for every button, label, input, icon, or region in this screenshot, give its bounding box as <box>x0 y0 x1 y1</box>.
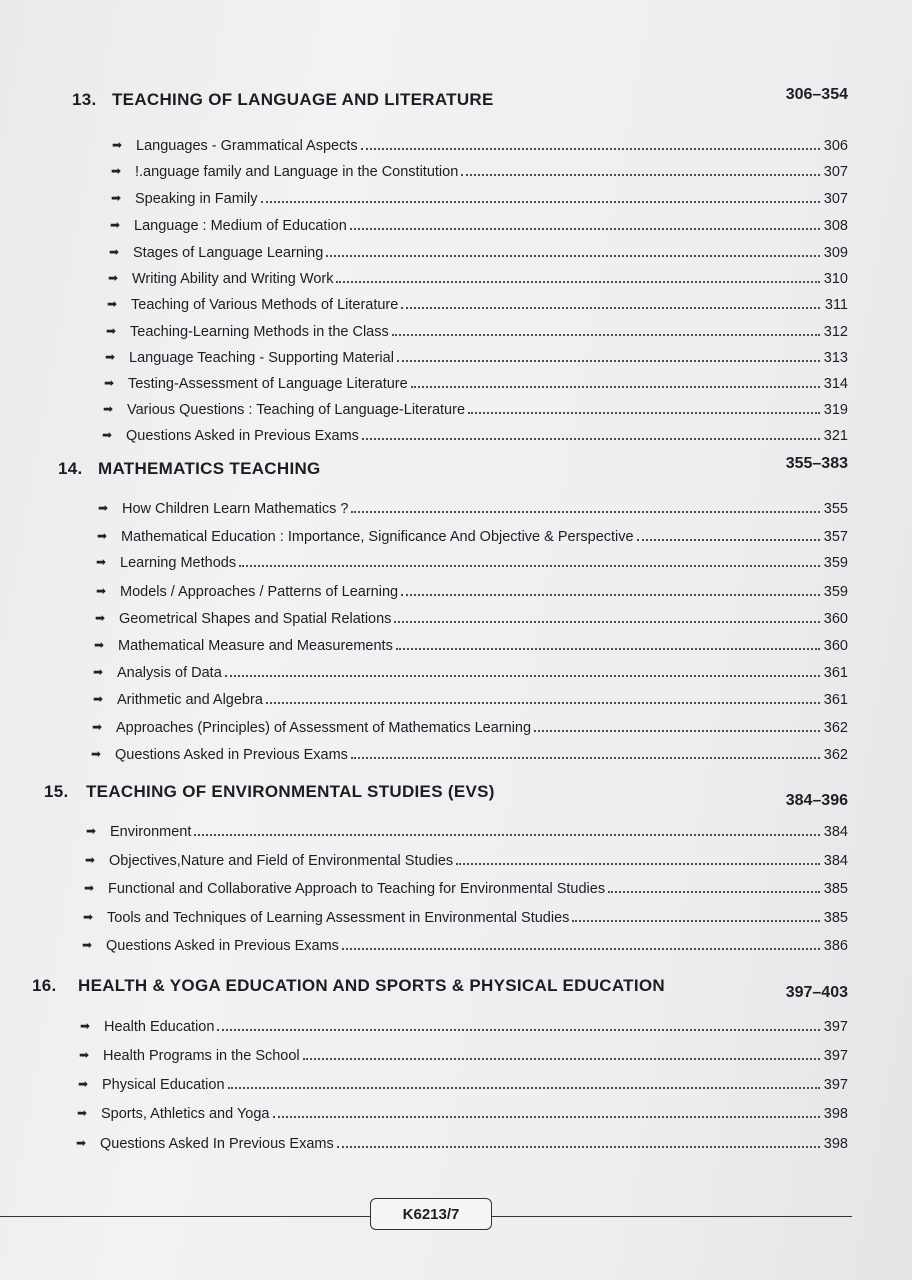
toc-entry[interactable] <box>78 1073 848 1093</box>
toc-entry[interactable] <box>107 293 848 313</box>
toc-entry[interactable] <box>84 877 848 897</box>
entry-label: Speaking in Family <box>135 191 258 207</box>
entry-page: 359 <box>823 555 848 571</box>
entry-label: Health Education <box>104 1019 215 1035</box>
chapter-title: TEACHING OF ENVIRONMENTAL STUDIES (EVS) <box>86 782 495 801</box>
leader-dots <box>351 511 820 513</box>
arrow-icon: ➡ <box>96 584 107 598</box>
entry-page: 360 <box>823 611 848 627</box>
toc-entry[interactable] <box>111 160 848 180</box>
entry-label: Testing-Assessment of Language Literature <box>128 376 408 392</box>
entry-page: 397 <box>823 1019 848 1035</box>
chapter-page-range: 397–403 <box>785 984 848 1001</box>
arrow-icon: ➡ <box>108 271 119 285</box>
toc-entry[interactable] <box>96 580 848 600</box>
leader-dots <box>401 307 820 309</box>
entry-label: Physical Education <box>102 1077 225 1093</box>
entry-label: Various Questions : Teaching of Language-Literature <box>127 402 466 418</box>
entry-label: Mathematical Measure and Measurements <box>118 638 393 654</box>
entry-label: !.anguage family and Language in the Constitution <box>135 164 459 180</box>
chapter-number: 14. <box>58 459 83 478</box>
entry-page: 310 <box>823 271 848 287</box>
chapter-page-range: 355–383 <box>785 455 848 472</box>
leader-dots <box>225 675 820 677</box>
arrow-icon: ➡ <box>83 910 94 924</box>
leader-dots <box>637 539 820 541</box>
arrow-icon: ➡ <box>77 1106 88 1120</box>
toc-entry[interactable] <box>98 497 848 517</box>
entry-page: 307 <box>823 164 848 180</box>
chapter-number: 15. <box>44 782 69 801</box>
toc-entry[interactable] <box>91 743 848 763</box>
entry-page: 397 <box>823 1077 848 1093</box>
chapter-page-range: 384–396 <box>785 792 848 809</box>
entry-page: 361 <box>823 665 848 681</box>
arrow-icon: ➡ <box>76 1136 87 1150</box>
entry-label: Approaches (Principles) of Assessment of Mathematics Learning <box>116 720 532 736</box>
toc-entry[interactable] <box>93 661 848 681</box>
arrow-icon: ➡ <box>103 402 114 416</box>
arrow-icon: ➡ <box>102 428 113 442</box>
entry-page: 362 <box>823 747 848 763</box>
toc-entry[interactable] <box>93 688 848 708</box>
leader-dots <box>351 757 820 759</box>
page-code-box <box>370 1198 492 1230</box>
entry-page: 319 <box>823 402 848 418</box>
arrow-icon: ➡ <box>93 692 104 706</box>
leader-dots <box>336 281 820 283</box>
entry-label: Geometrical Shapes and Spatial Relations <box>119 611 392 627</box>
entry-page: 398 <box>823 1136 848 1152</box>
chapter-title: MATHEMATICS TEACHING <box>98 459 321 478</box>
footer-rule-right <box>492 1216 852 1217</box>
toc-entry[interactable] <box>102 424 848 444</box>
leader-dots <box>342 948 820 950</box>
leader-dots <box>239 565 820 567</box>
toc-entry[interactable] <box>94 634 848 654</box>
arrow-icon: ➡ <box>98 501 109 515</box>
entry-page: 384 <box>823 853 848 869</box>
entry-page: 308 <box>823 218 848 234</box>
entry-label: Learning Methods <box>120 555 237 571</box>
leader-dots <box>362 438 820 440</box>
leader-dots <box>228 1087 820 1089</box>
leader-dots <box>608 891 820 893</box>
arrow-icon: ➡ <box>105 350 116 364</box>
entry-page: 362 <box>823 720 848 736</box>
leader-dots <box>273 1116 821 1118</box>
toc-entry[interactable] <box>95 607 848 627</box>
entry-page: 313 <box>823 350 848 366</box>
entry-label: Functional and Collaborative Approach to Teaching for Environmental Studies <box>108 881 606 897</box>
entry-label: Questions Asked in Previous Exams <box>106 938 339 954</box>
leader-dots <box>411 386 820 388</box>
arrow-icon: ➡ <box>80 1019 91 1033</box>
arrow-icon: ➡ <box>85 853 96 867</box>
entry-label: Arithmetic and Algebra <box>117 692 263 708</box>
chapter-header <box>0 86 912 114</box>
entry-page: 360 <box>823 638 848 654</box>
leader-dots <box>396 648 820 650</box>
leader-dots <box>461 174 820 176</box>
leader-dots <box>534 730 820 732</box>
entry-page: 314 <box>823 376 848 392</box>
arrow-icon: ➡ <box>106 324 117 338</box>
entry-label: Models / Approaches / Patterns of Learning <box>120 584 399 600</box>
entry-page: 397 <box>823 1048 848 1064</box>
toc-entry[interactable] <box>76 1132 848 1152</box>
entry-label: Sports, Athletics and Yoga <box>101 1106 270 1122</box>
entry-page: 321 <box>823 428 848 444</box>
entry-page: 386 <box>823 938 848 954</box>
entry-label: Stages of Language Learning <box>133 245 324 261</box>
entry-label: Language Teaching - Supporting Material <box>129 350 394 366</box>
entry-page: 357 <box>823 529 848 545</box>
entry-label: Objectives,Nature and Field of Environmental Studies <box>109 853 454 869</box>
arrow-icon: ➡ <box>79 1048 90 1062</box>
arrow-icon: ➡ <box>94 638 105 652</box>
chapter-page-range: 306–354 <box>785 86 848 103</box>
page-code: K6213/7 <box>402 1205 460 1223</box>
arrow-icon: ➡ <box>91 747 102 761</box>
entry-page: 359 <box>823 584 848 600</box>
arrow-icon: ➡ <box>109 245 120 259</box>
chapter-15 <box>0 778 912 809</box>
entry-label: Analysis of Data <box>117 665 222 681</box>
chapter-16 <box>0 972 912 1000</box>
entry-label: Language : Medium of Education <box>134 218 347 234</box>
leader-dots <box>401 594 820 596</box>
leader-dots <box>266 702 820 704</box>
toc-entry[interactable] <box>110 214 848 234</box>
arrow-icon: ➡ <box>82 938 93 952</box>
chapter-14 <box>0 455 912 483</box>
toc-entry[interactable] <box>92 716 848 736</box>
entry-label: Environment <box>110 824 192 840</box>
toc-entry[interactable] <box>85 849 848 869</box>
arrow-icon: ➡ <box>95 611 106 625</box>
entry-page: 312 <box>823 324 848 340</box>
entry-label: Questions Asked in Previous Exams <box>126 428 359 444</box>
leader-dots <box>217 1029 820 1031</box>
leader-dots <box>394 621 820 623</box>
toc-entry[interactable] <box>109 241 848 261</box>
leader-dots <box>361 148 820 150</box>
entry-page: 385 <box>823 881 848 897</box>
chapter-title: HEALTH & YOGA EDUCATION AND SPORTS & PHYSICAL EDUCATION <box>78 976 665 995</box>
arrow-icon: ➡ <box>111 164 122 178</box>
leader-dots <box>303 1058 820 1060</box>
arrow-icon: ➡ <box>84 881 95 895</box>
arrow-icon: ➡ <box>86 824 97 838</box>
entry-label: Teaching-Learning Methods in the Class <box>130 324 389 340</box>
entry-label: Health Programs in the School <box>103 1048 300 1064</box>
entry-label: How Children Learn Mathematics ? <box>122 501 349 517</box>
arrow-icon: ➡ <box>97 529 108 543</box>
chapter-number: 13. <box>72 90 97 109</box>
leader-dots <box>397 360 820 362</box>
leader-dots <box>350 228 820 230</box>
arrow-icon: ➡ <box>111 191 122 205</box>
leader-dots <box>261 201 821 203</box>
entry-label: Tools and Techniques of Learning Assessment in Environmental Studies <box>107 910 570 926</box>
entry-label: Questions Asked In Previous Exams <box>100 1136 334 1152</box>
entry-page: 307 <box>823 191 848 207</box>
leader-dots <box>456 863 820 865</box>
entry-label: Mathematical Education : Importance, Significance And Objective & Perspective <box>121 529 634 545</box>
entry-page: 384 <box>823 824 848 840</box>
toc-entry[interactable] <box>97 525 848 545</box>
chapter-title: TEACHING OF LANGUAGE AND LITERATURE <box>112 90 494 109</box>
toc-entry[interactable] <box>104 372 848 392</box>
chapter-header <box>0 972 912 1000</box>
toc-entry[interactable] <box>77 1102 848 1122</box>
toc-entry[interactable] <box>103 398 848 418</box>
toc-entry[interactable] <box>112 134 848 154</box>
entry-page: 385 <box>823 910 848 926</box>
entry-page: 361 <box>823 692 848 708</box>
entry-page: 398 <box>823 1106 848 1122</box>
toc-entry[interactable] <box>108 267 848 287</box>
toc-entry[interactable] <box>96 551 848 571</box>
toc-entry[interactable] <box>111 187 848 207</box>
arrow-icon: ➡ <box>92 720 103 734</box>
arrow-icon: ➡ <box>110 218 121 232</box>
toc-entry[interactable] <box>83 906 848 926</box>
toc-entry[interactable] <box>106 320 848 340</box>
leader-dots <box>337 1146 820 1148</box>
leader-dots <box>468 412 820 414</box>
entry-label: Languages - Grammatical Aspects <box>136 138 358 154</box>
entry-label: Writing Ability and Writing Work <box>132 271 334 287</box>
chapter-header <box>0 778 912 809</box>
arrow-icon: ➡ <box>93 665 104 679</box>
toc-entry[interactable] <box>105 346 848 366</box>
leader-dots <box>194 834 820 836</box>
entry-label: Teaching of Various Methods of Literature <box>131 297 399 313</box>
toc-entry[interactable] <box>86 820 848 840</box>
entry-page: 309 <box>823 245 848 261</box>
arrow-icon: ➡ <box>78 1077 89 1091</box>
arrow-icon: ➡ <box>104 376 115 390</box>
chapter-number: 16. <box>32 976 57 995</box>
toc-entry[interactable] <box>80 1015 848 1035</box>
leader-dots <box>572 920 820 922</box>
entry-page: 355 <box>823 501 848 517</box>
chapter-header <box>0 455 912 483</box>
leader-dots <box>326 255 820 257</box>
entry-label: Questions Asked in Previous Exams <box>115 747 348 763</box>
footer-rule-left <box>0 1216 370 1217</box>
arrow-icon: ➡ <box>107 297 118 311</box>
arrow-icon: ➡ <box>112 138 123 152</box>
toc-entry[interactable] <box>79 1044 848 1064</box>
chapter-13 <box>0 86 912 114</box>
entry-page: 311 <box>824 297 848 313</box>
entry-page: 306 <box>823 138 848 154</box>
leader-dots <box>392 334 820 336</box>
arrow-icon: ➡ <box>96 555 107 569</box>
toc-entry[interactable] <box>82 934 848 954</box>
